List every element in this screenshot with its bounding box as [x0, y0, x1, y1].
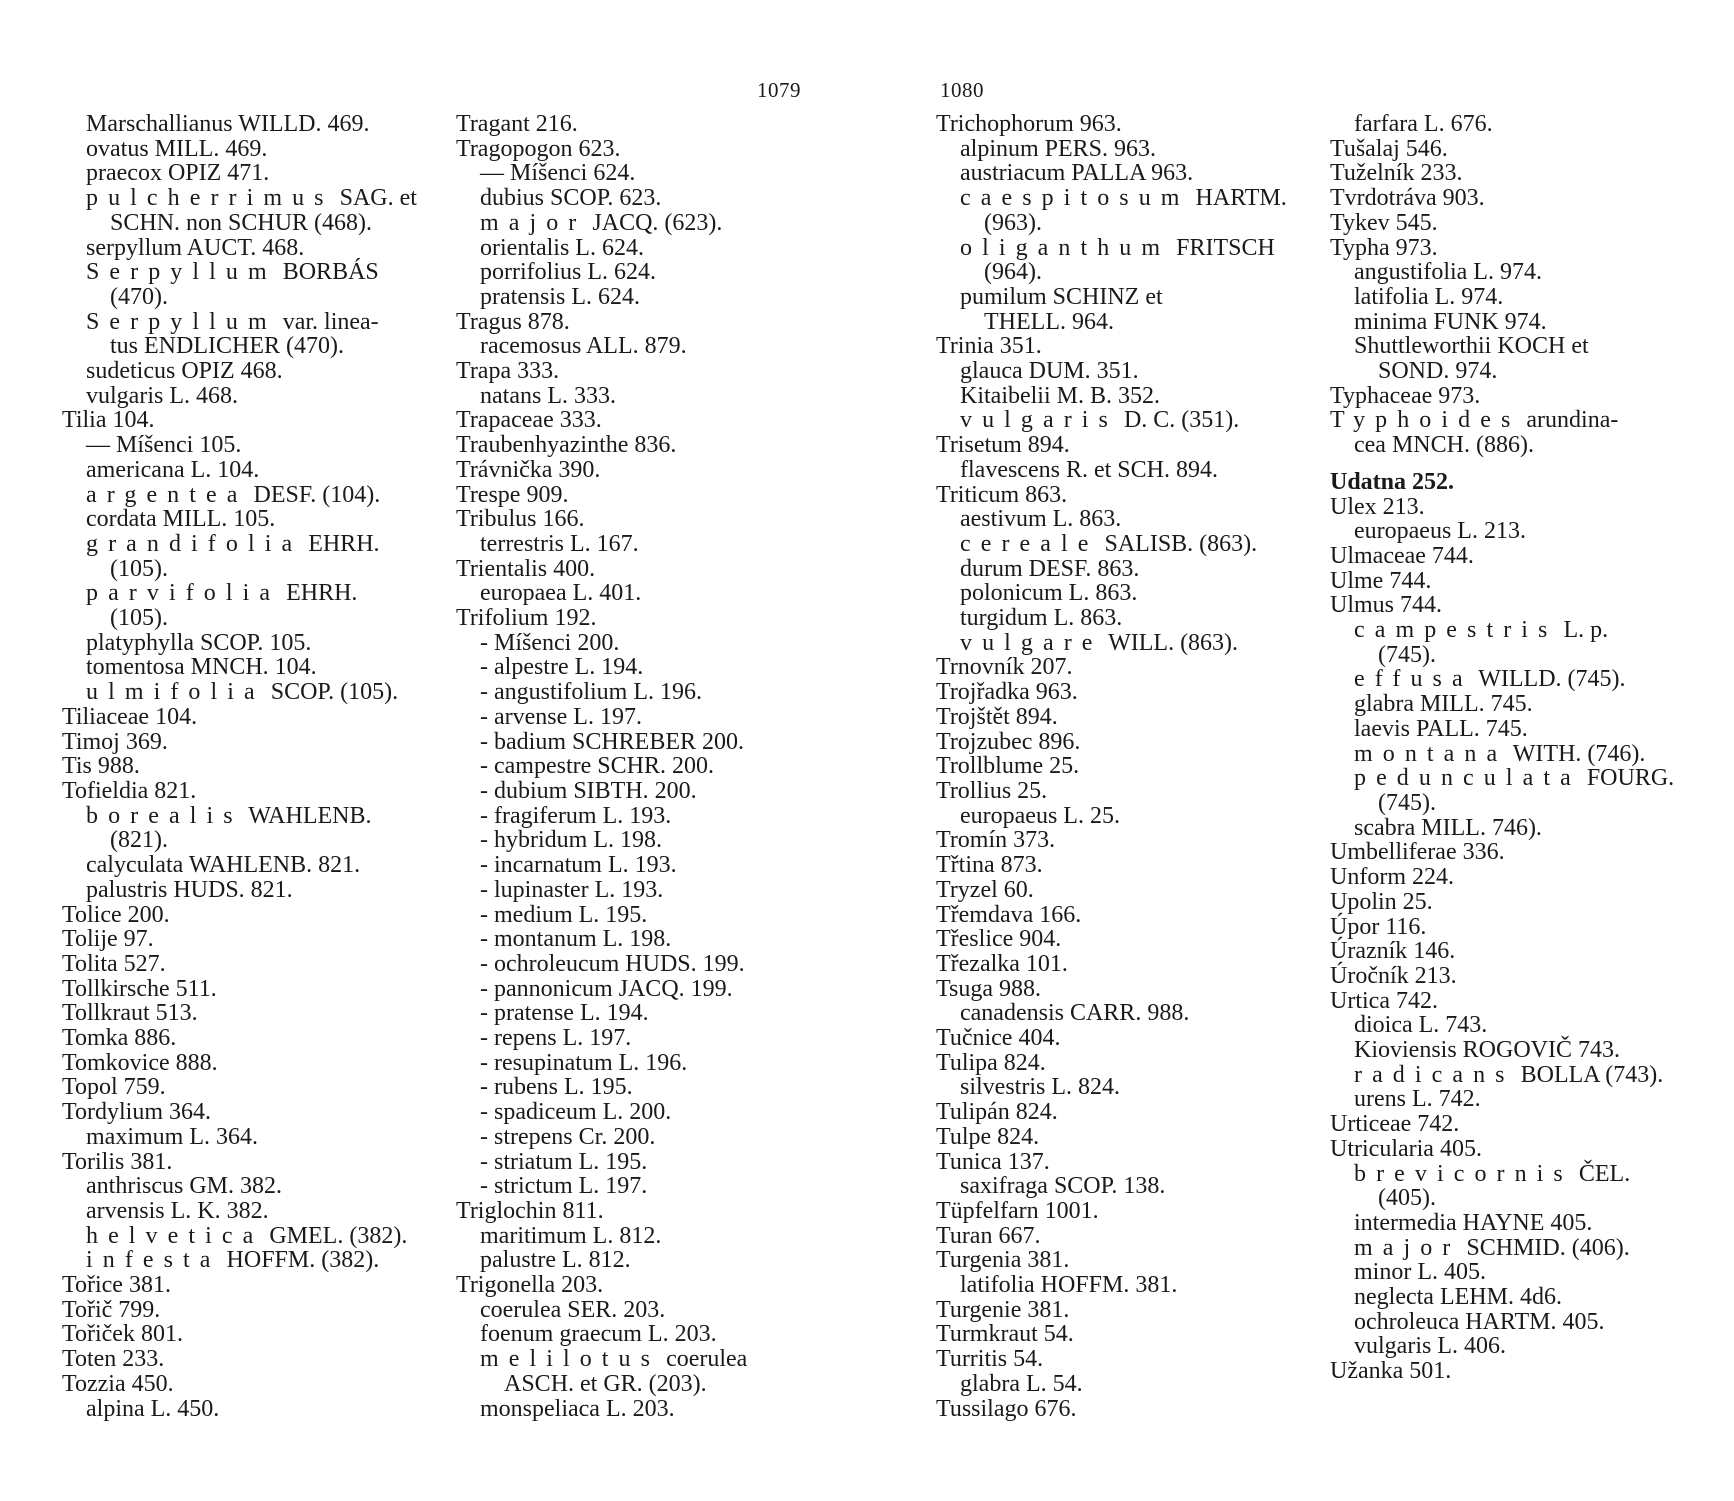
index-entry-heading: Tučnice 404.	[936, 1025, 1061, 1052]
index-entry-subentry: ochroleuca HARTM. 405.	[1354, 1308, 1605, 1335]
index-entry-subentry: radicans BOLLA (743).	[1354, 1061, 1664, 1088]
index-entry-subentry: americana L. 104.	[86, 456, 260, 483]
index-entry-heading: Typhaceae 973.	[1330, 382, 1481, 409]
index-entry-heading: Turgenie 381.	[936, 1296, 1070, 1323]
index-entry-heading: Toten 233.	[62, 1346, 165, 1373]
index-entry-heading: Tulipa 824.	[936, 1049, 1046, 1076]
index-entry-continuation: (963).	[984, 209, 1042, 236]
index-entry-heading: Tolita 527.	[62, 950, 166, 977]
index-entry-subentry: - ochroleucum HUDS. 199.	[480, 950, 745, 977]
index-entry-heading: Tis 988.	[62, 753, 140, 780]
spaced-word: brevicornis	[1354, 1160, 1573, 1187]
index-entry-subentry: pumilum SCHINZ et	[960, 283, 1163, 310]
index-entry-subentry: scabra MILL. 746).	[1354, 814, 1542, 841]
index-entry-heading: Třemdava 166.	[936, 901, 1082, 928]
index-entry-subentry: - pannonicum JACQ. 199.	[480, 975, 733, 1002]
index-entry-heading: Ulex 213.	[1330, 493, 1425, 520]
index-entry-heading: Úpor 116.	[1330, 913, 1427, 940]
index-entry-subentry: glauca DUM. 351.	[960, 358, 1139, 385]
index-entry-subentry: palustris HUDS. 821.	[86, 876, 293, 903]
index-column-4	[1330, 112, 1674, 1384]
index-entry-subentry: - strepens Cr. 200.	[480, 1123, 656, 1150]
index-entry-heading: Tunica 137.	[936, 1148, 1050, 1175]
index-entry-subentry: - spadiceum L. 200.	[480, 1099, 672, 1126]
index-entry-subentry: helvetica GMEL. (382).	[86, 1222, 408, 1249]
spaced-word: cereale	[960, 530, 1099, 557]
index-entry-subentry: urens L. 742.	[1354, 1086, 1481, 1113]
index-entry-subentry: ovatus MILL. 469.	[86, 135, 268, 162]
index-entry-heading: Tsuga 988.	[936, 975, 1041, 1002]
index-entry-heading: Tiliaceae 104.	[62, 703, 198, 730]
index-entry-heading: Unform 224.	[1330, 864, 1454, 891]
index-entry-heading: Trnovník 207.	[936, 654, 1073, 681]
index-entry-heading: Trojzubec 896.	[936, 728, 1081, 755]
page-number-right: 1080	[940, 78, 984, 102]
index-entry-heading: Trollblume 25.	[936, 753, 1080, 780]
index-entry-subentry: — Míšenci 105.	[86, 432, 242, 459]
index-entry-heading: Trinia 351.	[936, 333, 1042, 360]
index-entry-continuation: (821).	[110, 827, 168, 854]
index-entry-heading: Tragant 216.	[456, 111, 578, 137]
index-entry-heading: Trifolium 192.	[456, 605, 597, 632]
index-entry-subentry: Kioviensis ROGOVIČ 743.	[1354, 1037, 1621, 1064]
index-entry-heading: Topol 759.	[62, 1074, 166, 1101]
index-entry-subentry: racemosus ALL. 879.	[480, 333, 687, 360]
spaced-word: borealis	[86, 802, 243, 829]
index-entry-subentry: platyphylla SCOP. 105.	[86, 629, 312, 656]
index-entry-subentry: - badium SCHREBER 200.	[480, 728, 745, 755]
index-entry-heading: Úrazník 146.	[1330, 938, 1456, 965]
index-entry-heading: Tulipán 824.	[936, 1099, 1058, 1126]
index-entry-subentry: - hybridum L. 198.	[480, 827, 662, 854]
index-entry-heading: Trapa 333.	[456, 358, 560, 385]
index-entry-heading: Tromín 373.	[936, 827, 1056, 854]
index-entry-subentry: angustifolia L. 974.	[1354, 259, 1542, 286]
index-entry-subentry: neglecta LEHM. 4d6.	[1354, 1284, 1562, 1311]
index-entry-heading: Trapaceae 333.	[456, 407, 602, 434]
index-entry-subentry: terrestris L. 167.	[480, 530, 639, 557]
index-entry-subentry: melilotus coerulea	[480, 1346, 748, 1373]
index-entry-subentry: europaea L. 401.	[480, 580, 642, 607]
index-entry-heading: Trollius 25.	[936, 777, 1048, 804]
index-entry-subentry: Serpyllum BORBÁS	[86, 259, 379, 286]
index-entry-heading: Turgenia 381.	[936, 1247, 1070, 1274]
index-entry-subentry: serpyllum AUCT. 468.	[86, 234, 305, 261]
index-entry-subentry: glabra MILL. 745.	[1354, 691, 1533, 718]
index-entry-subentry: - Míšenci 200.	[480, 629, 620, 656]
index-entry-subentry: maximum L. 364.	[86, 1123, 258, 1150]
index-entry-subentry: - rubens L. 195.	[480, 1074, 633, 1101]
index-entry-subentry: Kitaibelii M. B. 352.	[960, 382, 1160, 409]
spaced-word: oliganthum	[960, 234, 1171, 261]
index-entry-heading: Tozzia 450.	[62, 1370, 174, 1397]
index-entry-heading: Tuželník 233.	[1330, 160, 1463, 187]
index-entry-heading: Tušalaj 546.	[1330, 135, 1448, 162]
index-entry-heading: Tryzel 60.	[936, 876, 1034, 903]
spaced-word: pedunculata	[1354, 765, 1581, 792]
spaced-word: montana	[1354, 740, 1508, 767]
index-entry-heading: Tořiček 801.	[62, 1321, 183, 1348]
index-entry-heading: Trichophorum 963.	[936, 111, 1122, 137]
index-entry-heading: Tordylium 364.	[62, 1099, 211, 1126]
index-entry-heading: Trigonella 203.	[456, 1272, 604, 1299]
index-entry-continuation: (745).	[1378, 641, 1436, 668]
index-entry-continuation: (470).	[110, 283, 168, 310]
index-entry-subentry: orientalis L. 624.	[480, 234, 644, 261]
index-entry-subentry: - pratense L. 194.	[480, 1000, 649, 1027]
index-entry-subentry: - alpestre L. 194.	[480, 654, 644, 681]
index-entry-subentry: Shuttleworthii KOCH et	[1354, 333, 1589, 360]
index-entry-subentry: caespitosum HARTM.	[960, 185, 1287, 212]
spaced-word: Serpyllum	[86, 259, 277, 286]
index-entry-subentry: alpina L. 450.	[86, 1395, 220, 1422]
index-entry-subentry: saxifraga SCOP. 138.	[960, 1173, 1166, 1200]
index-entry-subentry: europaeus L. 25.	[960, 802, 1120, 829]
index-entry-heading: Typhoides arundina-	[1330, 407, 1619, 434]
index-entry-subentry: - resupinatum L. 196.	[480, 1049, 688, 1076]
spaced-word: helvetica	[86, 1222, 264, 1249]
index-entry-continuation: (105).	[110, 555, 168, 582]
spaced-word: campestris	[1354, 617, 1558, 644]
index-entry-subentry: - angustifolium L. 196.	[480, 679, 702, 706]
spaced-word: radicans	[1354, 1061, 1515, 1088]
index-entry-heading: Trientalis 400.	[456, 555, 596, 582]
index-entry-subentry: aestivum L. 863.	[960, 506, 1122, 533]
index-entry-subentry: - fragiferum L. 193.	[480, 802, 672, 829]
index-entry-subentry: vulgaris D. C. (351).	[960, 407, 1240, 434]
index-entry-subentry: dubius SCOP. 623.	[480, 185, 662, 212]
index-entry-subentry: - montanum L. 198.	[480, 926, 672, 953]
index-entry-subentry: latifolia L. 974.	[1354, 283, 1504, 310]
index-entry-heading: Tollkraut 513.	[62, 1000, 198, 1027]
index-entry-continuation: SCHN. non SCHUR (468).	[110, 209, 373, 236]
index-column-3	[936, 112, 1287, 1421]
index-entry-subentry: turgidum L. 863.	[960, 605, 1123, 632]
index-entry-heading: Třezalka 101.	[936, 950, 1068, 977]
index-entry-heading: Trojřadka 963.	[936, 679, 1078, 706]
index-entry-subentry: Marschallianus WILLD. 469.	[86, 111, 370, 137]
index-entry-subentry: calyculata WAHLENB. 821.	[86, 852, 361, 879]
index-entry-heading: Typha 973.	[1330, 234, 1438, 261]
index-entry-heading: Užanka 501.	[1330, 1358, 1452, 1385]
index-entry-continuation: (745).	[1378, 789, 1436, 816]
index-entry-subentry: borealis WAHLENB.	[86, 802, 372, 829]
index-entry-heading: Ulme 744.	[1330, 567, 1432, 594]
index-entry-subentry: foenum graecum L. 203.	[480, 1321, 717, 1348]
spaced-word: caespitosum	[960, 185, 1190, 212]
index-entry-subentry: vulgare WILL. (863).	[960, 629, 1239, 656]
page-number-left: 1079	[757, 78, 801, 102]
index-entry-subentry: oliganthum FRITSCH	[960, 234, 1275, 261]
index-entry-heading: Umbelliferae 336.	[1330, 839, 1505, 866]
index-entry-heading: Tykev 545.	[1330, 209, 1438, 236]
index-entry-subentry: tomentosa MNCH. 104.	[86, 654, 317, 681]
index-entry-subentry: vulgaris L. 406.	[1354, 1333, 1506, 1360]
index-entry-subentry: pratensis L. 624.	[480, 283, 640, 310]
index-entry-heading: Timoj 369.	[62, 728, 168, 755]
spaced-word: vulgaris	[960, 407, 1118, 434]
index-entry-subentry: pedunculata FOURG.	[1354, 765, 1675, 792]
spaced-word: Typhoides	[1330, 407, 1521, 434]
index-entry-subentry: - strictum L. 197.	[480, 1173, 648, 1200]
index-entry-subentry: canadensis CARR. 988.	[960, 1000, 1190, 1027]
index-entry-subentry: - campestre SCHR. 200.	[480, 753, 714, 780]
index-entry-subentry: praecox OPIZ 471.	[86, 160, 270, 187]
index-entry-heading: Utricularia 405.	[1330, 1135, 1482, 1162]
index-entry-subentry: maritimum L. 812.	[480, 1222, 662, 1249]
index-entry-subentry: effusa WILLD. (745).	[1354, 666, 1626, 693]
index-entry-subentry: minima FUNK 974.	[1354, 308, 1547, 335]
index-entry-subentry: major SCHMID. (406).	[1354, 1234, 1630, 1261]
index-entry-subentry: grandifolia EHRH.	[86, 530, 380, 557]
index-entry-subentry: latifolia HOFFM. 381.	[960, 1272, 1178, 1299]
spaced-word: pulcherrimus	[86, 185, 334, 212]
index-entry-subentry: — Míšenci 624.	[480, 160, 636, 187]
index-entry-subentry: alpinum PERS. 963.	[960, 135, 1157, 162]
index-entry-subentry: ulmifolia SCOP. (105).	[86, 679, 399, 706]
index-entry-subentry: glabra L. 54.	[960, 1370, 1083, 1397]
index-entry-heading: Tomkovice 888.	[62, 1049, 218, 1076]
index-entry-heading: Trávnička 390.	[456, 456, 601, 483]
index-entry-subentry: - arvense L. 197.	[480, 703, 642, 730]
index-entry-continuation: (964).	[984, 259, 1042, 286]
index-entry-heading: Urtica 742.	[1330, 987, 1438, 1014]
index-entry-subentry: natans L. 333.	[480, 382, 616, 409]
index-column-1	[62, 112, 417, 1421]
index-entry-heading: Tofieldia 821.	[62, 777, 197, 804]
spaced-word: melilotus	[480, 1346, 661, 1373]
index-entry-subentry: cereale SALISB. (863).	[960, 530, 1258, 557]
index-entry-heading: Tomka 886.	[62, 1025, 177, 1052]
spaced-word: major	[1354, 1234, 1461, 1261]
index-entry-continuation: tus ENDLICHER (470).	[110, 333, 344, 360]
index-entry-subentry: dioica L. 743.	[1354, 1012, 1488, 1039]
index-entry-subentry: cea MNCH. (886).	[1354, 432, 1534, 459]
index-entry-subentry: silvestris L. 824.	[960, 1074, 1120, 1101]
index-entry-heading: Tolice 200.	[62, 901, 170, 928]
index-entry-continuation: (105).	[110, 605, 168, 632]
index-column-2	[456, 112, 747, 1421]
index-entry-heading: Tořice 381.	[62, 1272, 171, 1299]
spaced-word: argentea	[86, 481, 248, 508]
index-entry-heading: Tolije 97.	[62, 926, 154, 953]
index-entry-subentry: argentea DESF. (104).	[86, 481, 381, 508]
index-entry-subentry: laevis PALL. 745.	[1354, 715, 1528, 742]
index-entry-subentry: intermedia HAYNE 405.	[1354, 1209, 1593, 1236]
index-entry-heading: Torilis 381.	[62, 1148, 173, 1175]
index-entry-subentry: arvensis L. K. 382.	[86, 1197, 269, 1224]
index-entry-heading: Traubenhyazinthe 836.	[456, 432, 677, 459]
index-entry-heading: Udatna 252.	[1330, 468, 1455, 495]
index-entry-subentry: anthriscus GM. 382.	[86, 1173, 282, 1200]
index-entry-heading: Turan 667.	[936, 1222, 1041, 1249]
index-entry-subentry: austriacum PALLA 963.	[960, 160, 1194, 187]
index-entry-heading: Tragopogon 623.	[456, 135, 621, 162]
index-entry-subentry: montana WITH. (746).	[1354, 740, 1646, 767]
index-entry-subentry: europaeus L. 213.	[1354, 518, 1526, 545]
index-entry-heading: Trespe 909.	[456, 481, 569, 508]
index-entry-continuation: (405).	[1378, 1185, 1436, 1212]
index-entry-heading: Upolin 25.	[1330, 888, 1433, 915]
index-entry-subentry: - medium L. 195.	[480, 901, 648, 928]
index-entry-heading: Tulpe 824.	[936, 1123, 1040, 1150]
spaced-word: effusa	[1354, 666, 1473, 693]
index-entry-subentry: parvifolia EHRH.	[86, 580, 358, 607]
index-entry-subentry: - dubium SIBTH. 200.	[480, 777, 697, 804]
index-entry-subentry: polonicum L. 863.	[960, 580, 1138, 607]
index-entry-heading: Triglochin 811.	[456, 1197, 604, 1224]
index-entry-heading: Ulmaceae 744.	[1330, 542, 1474, 569]
spaced-word: Serpyllum	[86, 308, 277, 335]
index-entry-heading: Tussilago 676.	[936, 1395, 1077, 1422]
index-entry-subentry: coerulea SER. 203.	[480, 1296, 666, 1323]
index-entry-heading: Trojštět 894.	[936, 703, 1058, 730]
spaced-word: major	[480, 209, 587, 236]
index-entry-subentry: - lupinaster L. 193.	[480, 876, 664, 903]
index-entry-subentry: sudeticus OPIZ 468.	[86, 358, 283, 385]
index-entry-subentry: brevicornis ČEL.	[1354, 1160, 1631, 1187]
index-entry-heading: Turritis 54.	[936, 1346, 1044, 1373]
index-entry-heading: Tüpfelfarn 1001.	[936, 1197, 1099, 1224]
index-entry-heading: Triticum 863.	[936, 481, 1068, 508]
index-entry-subentry: farfara L. 676.	[1354, 111, 1493, 137]
index-entry-heading: Tvrdotráva 903.	[1330, 185, 1485, 212]
index-entry-heading: Trisetum 894.	[936, 432, 1070, 459]
index-entry-subentry: - incarnatum L. 193.	[480, 852, 677, 879]
index-entry-heading: Ulmus 744.	[1330, 592, 1443, 619]
index-entry-subentry: durum DESF. 863.	[960, 555, 1140, 582]
spaced-word: infesta	[86, 1247, 221, 1274]
index-entry-heading: Tragus 878.	[456, 308, 570, 335]
index-entry-heading: Urticeae 742.	[1330, 1111, 1460, 1138]
index-entry-heading: Třeslice 904.	[936, 926, 1062, 953]
index-entry-subentry: monspeliaca L. 203.	[480, 1395, 675, 1422]
index-entry-heading: Tilia 104.	[62, 407, 155, 434]
index-entry-heading: Úročník 213.	[1330, 962, 1457, 989]
spaced-word: ulmifolia	[86, 679, 265, 706]
index-entry-subentry: minor L. 405.	[1354, 1259, 1486, 1286]
index-entry-subentry: cordata MILL. 105.	[86, 506, 276, 533]
index-entry-heading: Třtina 873.	[936, 852, 1043, 879]
index-entry-subentry: Serpyllum var. linea-	[86, 308, 379, 335]
index-entry-subentry: major JACQ. (623).	[480, 209, 723, 236]
spaced-word: vulgare	[960, 629, 1103, 656]
index-entry-subentry: - repens L. 197.	[480, 1025, 632, 1052]
index-entry-subentry: flavescens R. et SCH. 894.	[960, 456, 1218, 483]
index-entry-subentry: - striatum L. 195.	[480, 1148, 648, 1175]
index-entry-heading: Turmkraut 54.	[936, 1321, 1074, 1348]
index-entry-subentry: vulgaris L. 468.	[86, 382, 238, 409]
index-entry-heading: Tribulus 166.	[456, 506, 585, 533]
spaced-word: grandifolia	[86, 530, 303, 557]
index-entry-subentry: porrifolius L. 624.	[480, 259, 656, 286]
index-entry-continuation: THELL. 964.	[984, 308, 1114, 335]
index-entry-heading: Tořič 799.	[62, 1296, 161, 1323]
index-entry-subentry: infesta HOFFM. (382).	[86, 1247, 380, 1274]
index-entry-subentry: campestris L. p.	[1354, 617, 1609, 644]
index-entry-heading: Tollkirsche 511.	[62, 975, 217, 1002]
spaced-word: parvifolia	[86, 580, 281, 607]
index-entry-continuation: SOND. 974.	[1378, 358, 1498, 385]
index-entry-subentry: palustre L. 812.	[480, 1247, 631, 1274]
index-entry-continuation: ASCH. et GR. (203).	[504, 1370, 707, 1397]
index-entry-subentry: pulcherrimus SAG. et	[86, 185, 417, 212]
